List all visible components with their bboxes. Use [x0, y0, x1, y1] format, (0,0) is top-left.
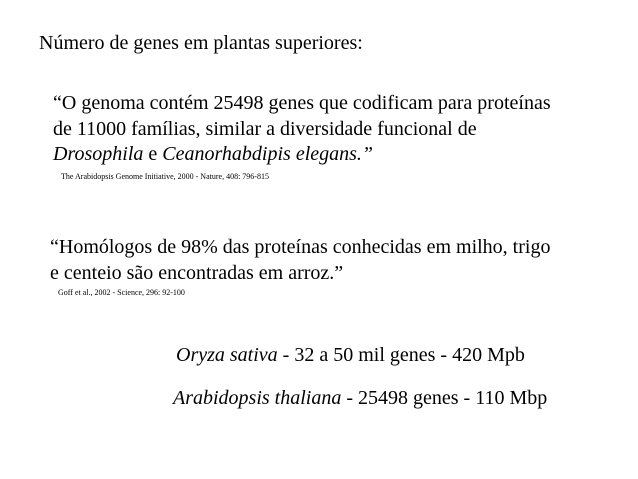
quote1-line3: [53, 144, 373, 164]
genome-oryza-sativa: [176, 345, 525, 365]
genome-details: - 25498 genes - 110 Mbp: [341, 387, 548, 409]
species-drosophila: Drosophila: [53, 143, 144, 165]
citation-2: Goff et al., 2002 - Science, 296: 92-100: [58, 288, 185, 297]
slide-title: Número de genes em plantas superiores:: [39, 32, 363, 54]
conjunction: e: [143, 143, 163, 165]
quote1-line1: “O genoma contém 25498 genes que codificam para proteínas: [53, 92, 551, 114]
species-name: Oryza sativa: [176, 344, 278, 366]
quote2-line2: e centeio são encontradas em arroz.”: [50, 262, 344, 284]
citation-1: The Arabidopsis Genome Initiative, 2000 - Nature, 408: 796-815: [61, 172, 269, 181]
quote1-line2: de 11000 famílias, similar a diversidade funcional de: [53, 118, 477, 140]
genome-details: - 32 a 50 mil genes - 420 Mpb: [277, 344, 525, 366]
quote2-line1: “Homólogos de 98% das proteínas conhecidas em milho, trigo: [50, 236, 551, 258]
species-name: Arabidopsis thaliana: [173, 387, 342, 409]
genome-arabidopsis-thaliana: [173, 388, 547, 408]
species-c-elegans: Ceanorhabdipis elegans.”: [162, 143, 374, 165]
